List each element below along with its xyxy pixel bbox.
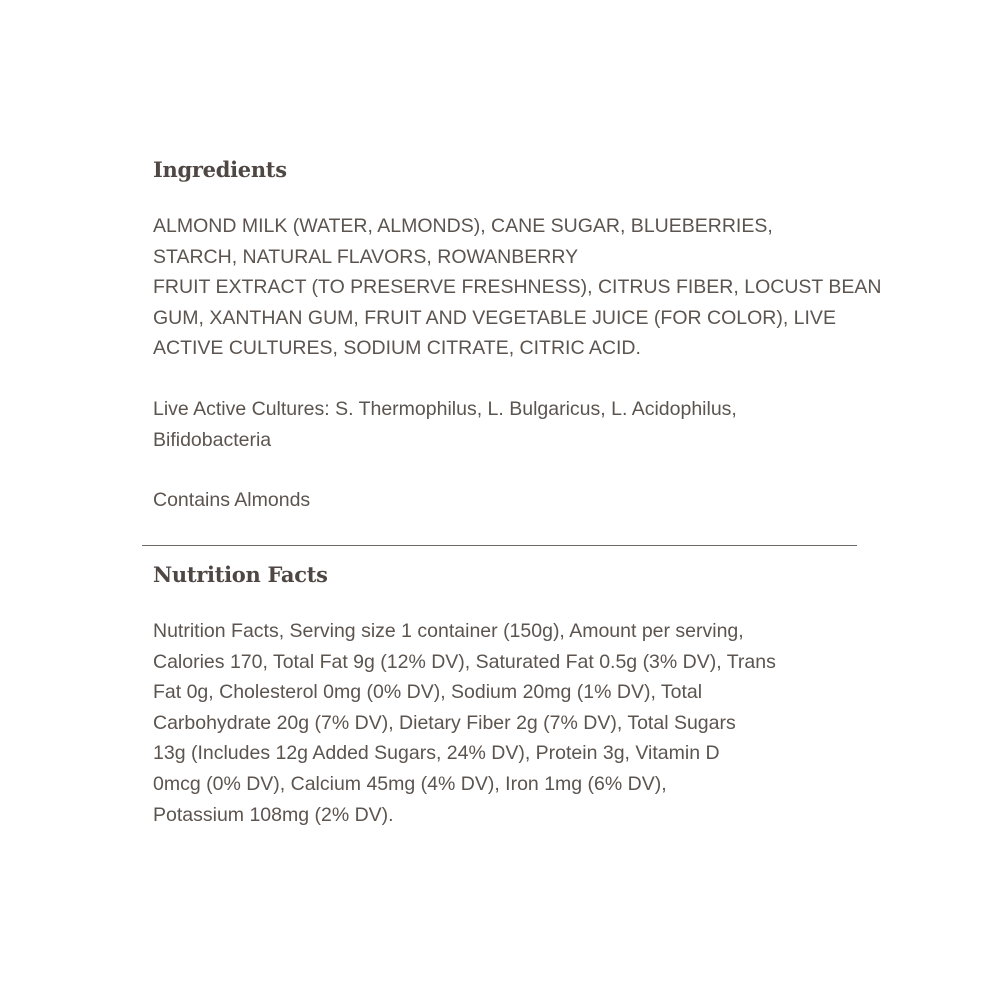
- ingredients-line: GUM, XANTHAN GUM, FRUIT AND VEGETABLE JUICE (FOR COLOR), LIVE: [153, 306, 836, 329]
- ingredients-line: ACTIVE CULTURES, SODIUM CITRATE, CITRIC ACID.: [153, 337, 641, 360]
- nutrition-line: Fat 0g, Cholesterol 0mg (0% DV), Sodium 20mg (1% DV), Total: [153, 681, 703, 704]
- nutrition-facts-text: [153, 616, 853, 830]
- ingredients-section: [153, 150, 882, 516]
- ingredients-line: STARCH, NATURAL FLAVORS, ROWANBERRY: [153, 245, 579, 268]
- nutrition-line: Carbohydrate 20g (7% DV), Dietary Fiber 2g (7% DV), Total Sugars: [153, 711, 736, 734]
- ingredients-line: ALMOND MILK (WATER, ALMONDS), CANE SUGAR, BLUEBERRIES,: [153, 215, 773, 237]
- cultures-line: Live Active Cultures: S. Thermophilus, L. Bulgaricus, L. Acidophilus,: [153, 397, 737, 420]
- live-cultures-text: [153, 394, 853, 455]
- section-divider: [142, 545, 857, 546]
- nutrition-line: Calories 170, Total Fat 9g (12% DV), Saturated Fat 0.5g (3% DV), Trans: [153, 650, 776, 673]
- nutrition-heading: Nutrition Facts: [153, 562, 328, 587]
- ingredients-list: [153, 211, 882, 364]
- nutrition-section: [153, 555, 853, 830]
- nutrition-line: Potassium 108mg (2% DV).: [153, 803, 394, 826]
- ingredients-heading: Ingredients: [153, 157, 287, 182]
- cultures-line: Bifidobacteria: [153, 428, 272, 451]
- nutrition-line: 13g (Includes 12g Added Sugars, 24% DV), Protein 3g, Vitamin D: [153, 742, 720, 765]
- nutrition-line: 0mcg (0% DV), Calcium 45mg (4% DV), Iron 1mg (6% DV),: [153, 772, 667, 795]
- allergen-statement: Contains Almonds: [153, 489, 311, 512]
- nutrition-line: Nutrition Facts, Serving size 1 container (150g), Amount per serving,: [153, 620, 744, 642]
- ingredients-line: FRUIT EXTRACT (TO PRESERVE FRESHNESS), CITRUS FIBER, LOCUST BEAN: [153, 276, 882, 299]
